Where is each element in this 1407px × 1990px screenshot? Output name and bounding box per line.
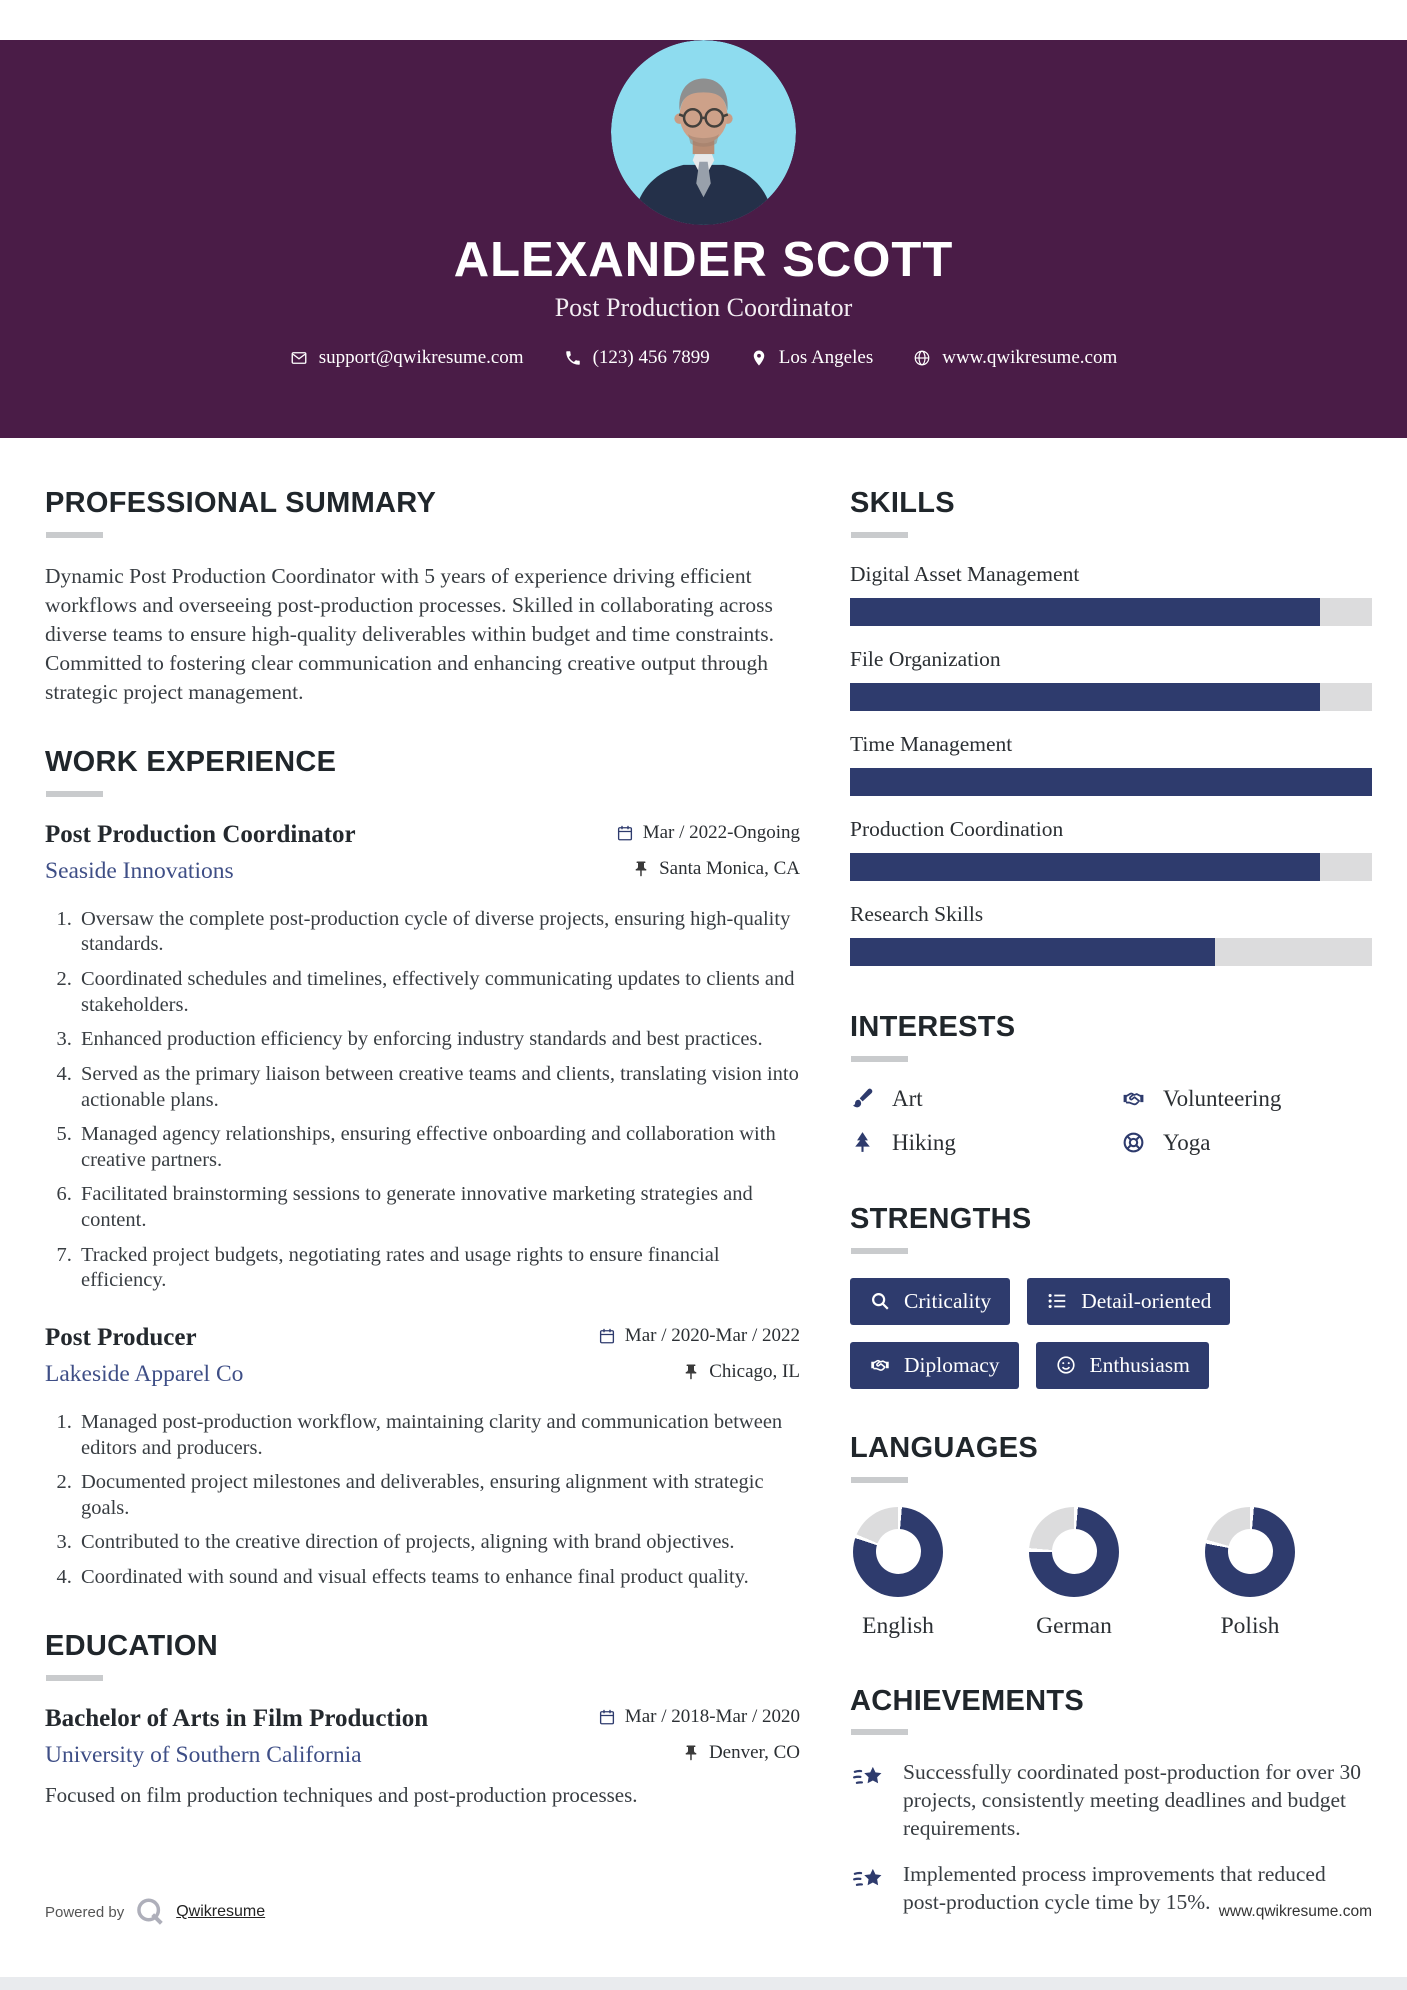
skill-bar-fill xyxy=(850,768,1372,796)
degree-title: Bachelor of Arts in Film Production xyxy=(45,1704,429,1732)
resume-body xyxy=(0,438,1407,1957)
skill-bar-fill xyxy=(850,853,1320,881)
heading-rule xyxy=(46,532,103,538)
education-header xyxy=(45,1705,800,1733)
header xyxy=(0,40,1407,438)
job-bullet: 1. Oversaw the complete post-production cycle of diverse projects, ensuring high-quality standards. xyxy=(77,907,800,958)
strength-badge xyxy=(1027,1278,1230,1325)
heading-rule xyxy=(851,1477,908,1483)
language-donut xyxy=(1029,1507,1119,1597)
calendar-icon xyxy=(598,1327,616,1345)
achievements-heading: ACHIEVEMENTS xyxy=(850,1684,1085,1717)
job-bullet-list xyxy=(45,907,800,1294)
footer-site-url: www.qwikresume.com xyxy=(1218,1903,1372,1920)
skills-list xyxy=(850,562,1372,966)
work-section xyxy=(45,747,800,1591)
job-bullet: 4. Coordinated with sound and visual effects teams to enhance final product quality. xyxy=(77,1565,800,1591)
interest-label: Hiking xyxy=(892,1129,956,1155)
languages-section xyxy=(850,1433,1372,1640)
job-bullet: 4. Served as the primary liaison between creative teams and clients, translating vision into actionable plans. xyxy=(77,1062,800,1113)
skill-label: Research Skills xyxy=(850,901,984,926)
contact-text: www.qwikresume.com xyxy=(942,347,1118,369)
language-item xyxy=(1202,1507,1298,1640)
job-subheader xyxy=(45,849,800,885)
bottom-strip xyxy=(0,1977,1407,1990)
job-bullet: 7. Tracked project budgets, negotiating rates and usage rights to ensure financial efficiency. xyxy=(77,1243,800,1294)
candidate-name: ALEXANDER SCOTT xyxy=(453,233,954,287)
job-entry xyxy=(45,1324,800,1591)
company-name: Seaside Innovations xyxy=(45,857,234,884)
job-bullet: 5. Managed agency relationships, ensuring effective onboarding and collaboration with creative partners. xyxy=(77,1122,800,1173)
globe-icon xyxy=(913,349,931,367)
profile-photo xyxy=(611,40,796,225)
skill-row xyxy=(850,562,1372,626)
powered-by-label: Powered by xyxy=(45,1903,125,1921)
job-location-text: Santa Monica, CA xyxy=(659,857,800,879)
skill-bar-track xyxy=(850,938,1372,966)
skill-label: File Organization xyxy=(850,646,1001,671)
heading-rule xyxy=(851,532,908,538)
contact-row xyxy=(0,347,1407,369)
school-name: University of Southern California xyxy=(45,1741,362,1768)
job-date-text: Mar / 2020-Mar / 2022 xyxy=(624,1324,800,1346)
envelope-icon xyxy=(290,349,308,367)
job-location xyxy=(632,858,800,880)
contact-item[interactable] xyxy=(750,347,873,369)
heading-rule xyxy=(851,1248,908,1254)
language-label: Polish xyxy=(1220,1612,1280,1639)
skill-bar-track xyxy=(850,853,1372,881)
education-heading: EDUCATION xyxy=(45,1629,218,1662)
strengths-section xyxy=(850,1204,1372,1389)
heading-rule xyxy=(851,1056,908,1062)
contact-item[interactable] xyxy=(913,347,1117,369)
skill-bar-fill xyxy=(850,938,1215,966)
education-date-text: Mar / 2018-Mar / 2020 xyxy=(624,1705,800,1727)
smiley-icon xyxy=(1055,1354,1077,1376)
summary-text: Dynamic Post Production Coordinator with 5 years of experience driving efficient workflows and overseeing post-production processes. Skilled in collaborating across diverse teams to ensure high-quality deliverables within budget and time constraints. Committed to fostering clear communication and enhancing creative output through strategic project management. xyxy=(45,563,775,704)
language-item xyxy=(1026,1507,1122,1640)
phone-icon xyxy=(564,349,582,367)
heading-rule xyxy=(46,1675,103,1681)
education-location xyxy=(682,1742,800,1764)
summary-heading: PROFESSIONAL SUMMARY xyxy=(45,487,437,519)
interest-label: Art xyxy=(892,1085,923,1111)
education-date xyxy=(598,1706,800,1728)
heading-rule xyxy=(851,1729,908,1735)
job-bullet: 2. Coordinated schedules and timelines, effectively communicating updates to clients and stakeholders. xyxy=(77,967,800,1018)
skill-label: Time Management xyxy=(850,731,1013,756)
work-heading: WORK EXPERIENCE xyxy=(45,745,337,778)
strength-badge xyxy=(850,1342,1019,1389)
job-date-text: Mar / 2022-Ongoing xyxy=(642,821,800,843)
heading-rule xyxy=(46,791,103,797)
strength-label: Detail-oriented xyxy=(1081,1288,1212,1313)
job-date xyxy=(616,822,800,844)
strength-badge xyxy=(1036,1342,1209,1389)
job-header xyxy=(45,1324,800,1352)
job-bullet: 1. Managed post-production workflow, maintaining clarity and communication between editors and producers. xyxy=(77,1410,800,1461)
powered-by xyxy=(45,1896,265,1928)
footer xyxy=(45,1896,1372,1928)
languages-heading: LANGUAGES xyxy=(850,1431,1038,1464)
pushpin-icon xyxy=(632,860,650,878)
job-entry xyxy=(45,821,800,1294)
left-column xyxy=(45,488,800,1957)
magnifier-icon xyxy=(869,1290,891,1312)
education-entry xyxy=(45,1705,800,1808)
calendar-icon xyxy=(598,1708,616,1726)
contact-text: support@qwikresume.com xyxy=(318,347,524,369)
right-column xyxy=(850,488,1372,1957)
skill-bar-track xyxy=(850,598,1372,626)
location-pin-icon xyxy=(750,349,768,367)
achievements-list xyxy=(850,1759,1372,1917)
job-location xyxy=(682,1361,800,1383)
skill-label: Digital Asset Management xyxy=(850,561,1080,586)
education-description: Focused on film production techniques and post-production processes. xyxy=(45,1782,638,1807)
contact-item[interactable] xyxy=(564,347,710,369)
language-donut xyxy=(1205,1507,1295,1597)
skills-heading: SKILLS xyxy=(850,487,955,519)
handshake-icon xyxy=(1121,1086,1146,1111)
language-label: German xyxy=(1036,1612,1112,1639)
interests-heading: INTERESTS xyxy=(850,1010,1016,1043)
job-bullet: 3. Enhanced production efficiency by enforcing industry standards and best practices. xyxy=(77,1027,800,1053)
q-logo-icon xyxy=(134,1896,166,1928)
strength-label: Enthusiasm xyxy=(1089,1352,1190,1377)
job-bullet: 2. Documented project milestones and deliverables, ensuring alignment with strategic goals. xyxy=(77,1470,800,1521)
job-title: Post Production Coordinator xyxy=(45,820,356,848)
job-bullet: 3. Contributed to the creative direction of projects, aligning with brand objectives. xyxy=(77,1530,800,1556)
language-item xyxy=(850,1507,946,1640)
shooting-star-icon xyxy=(850,1761,886,1795)
skills-section xyxy=(850,488,1372,966)
education-subheader xyxy=(45,1733,800,1769)
skill-bar-fill xyxy=(850,598,1320,626)
candidate-job-title: Post Production Coordinator xyxy=(554,293,853,323)
pine-tree-icon xyxy=(850,1130,875,1155)
contact-item[interactable] xyxy=(290,347,524,369)
achievements-section xyxy=(850,1686,1372,1918)
interest-label: Volunteering xyxy=(1163,1085,1282,1111)
paintbrush-icon xyxy=(850,1086,875,1111)
list-icon xyxy=(1046,1290,1068,1312)
calendar-icon xyxy=(616,824,634,842)
company-name: Lakeside Apparel Co xyxy=(45,1360,244,1387)
skill-bar-fill xyxy=(850,683,1320,711)
shooting-star-icon xyxy=(850,1863,886,1897)
handshake-icon xyxy=(869,1354,891,1376)
interest-item xyxy=(850,1130,1101,1156)
skill-row xyxy=(850,902,1372,966)
education-section xyxy=(45,1631,800,1808)
interest-item xyxy=(1121,1130,1372,1156)
strengths-heading: STRENGTHS xyxy=(850,1202,1032,1235)
language-donut xyxy=(853,1507,943,1597)
achievement-text: Implemented process improvements that reduced post-production cycle time by 15%. xyxy=(903,1862,1326,1915)
job-title: Post Producer xyxy=(45,1323,197,1351)
languages-list xyxy=(850,1507,1372,1640)
skill-row xyxy=(850,732,1372,796)
strength-label: Diplomacy xyxy=(904,1352,1000,1377)
language-label: English xyxy=(862,1612,934,1639)
job-subheader xyxy=(45,1352,800,1388)
interest-item xyxy=(1121,1086,1372,1112)
skill-bar-track xyxy=(850,768,1372,796)
skill-label: Production Coordination xyxy=(850,816,1064,841)
skill-row xyxy=(850,817,1372,881)
job-bullet: 6. Facilitated brainstorming sessions to generate innovative marketing strategies and content. xyxy=(77,1182,800,1233)
achievement-text: Successfully coordinated post-production for over 30 projects, consistently meeting deadlines and budget requirements. xyxy=(903,1760,1361,1841)
brand-link[interactable]: Qwikresume xyxy=(176,1903,266,1920)
strengths-list xyxy=(850,1278,1372,1389)
strength-label: Criticality xyxy=(904,1288,992,1313)
interest-item xyxy=(850,1086,1101,1112)
job-header xyxy=(45,821,800,849)
lifebuoy-icon xyxy=(1121,1130,1146,1155)
interest-label: Yoga xyxy=(1163,1129,1211,1155)
achievement-item xyxy=(850,1759,1372,1843)
interests-section xyxy=(850,1012,1372,1156)
job-location-text: Chicago, IL xyxy=(709,1360,800,1382)
pushpin-icon xyxy=(682,1363,700,1381)
pushpin-icon xyxy=(682,1744,700,1762)
job-bullet-list xyxy=(45,1410,800,1591)
strength-badge xyxy=(850,1278,1010,1325)
summary-section xyxy=(45,488,800,707)
interests-list xyxy=(850,1086,1372,1156)
skill-bar-track xyxy=(850,683,1372,711)
contact-text: Los Angeles xyxy=(778,347,874,369)
job-date xyxy=(598,1325,800,1347)
profile-photo-illustration xyxy=(611,40,796,225)
contact-text: (123) 456 7899 xyxy=(592,347,710,369)
education-location-text: Denver, CO xyxy=(708,1741,800,1763)
skill-row xyxy=(850,647,1372,711)
